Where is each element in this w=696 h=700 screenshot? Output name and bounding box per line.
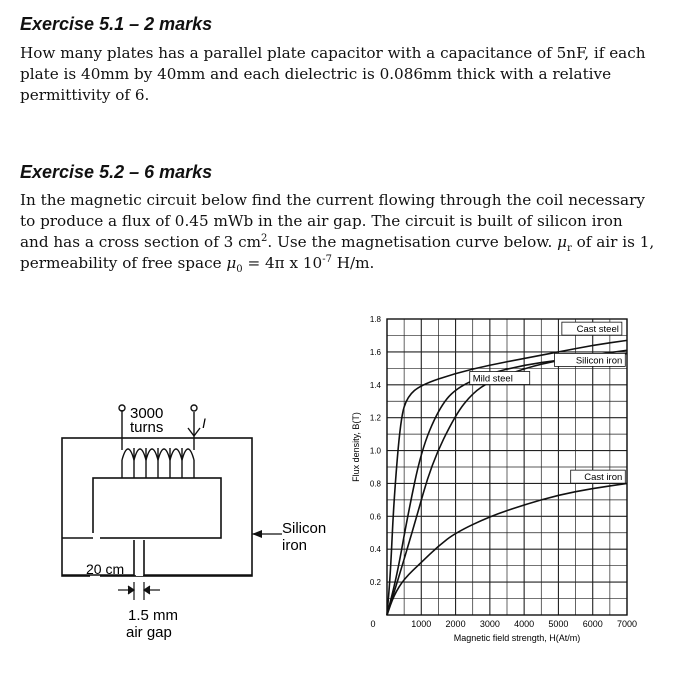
turns-number: 3000 — [130, 405, 164, 422]
series-label-cast-steel: Cast steel — [576, 324, 619, 336]
y-tick-label: 0.2 — [369, 578, 381, 588]
ex2-line-1: In the magnetic circuit below find the current flowing through the coil necessary — [20, 191, 645, 209]
x-tick-label: 7000 — [616, 619, 638, 629]
gap-label-2: air gap — [126, 624, 172, 641]
ex2-line-2: to produce a flux of 0.45 mWb in the air gap. The circuit is built of silicon iron — [20, 212, 623, 230]
series-label-cast-iron: Cast iron — [584, 472, 623, 484]
turns-word: turns — [130, 419, 164, 436]
y-tick-label: 1.4 — [369, 380, 381, 390]
ex2-line-4: permeability of free space $\mu_0 = 4\pi$ x $10^{-7}$ H/m. — [20, 253, 375, 276]
x-tick-label: 5000 — [548, 619, 569, 629]
gap-label-1: 1.5 mm — [128, 607, 179, 624]
gap-dimension-icon — [118, 582, 160, 600]
origin-label: 0 — [370, 619, 376, 629]
y-tick-label: 1.8 — [369, 315, 381, 324]
ex1-line-1: How many plates has a parallel plate capacitor with a capacitance of 5nF, if each — [20, 44, 646, 62]
material-label-2: iron — [282, 537, 308, 554]
x-tick-label: 2000 — [445, 619, 466, 629]
y-tick-label: 1.6 — [369, 347, 381, 357]
material-label-1: Silicon — [282, 520, 327, 537]
exercise-5-2-text — [20, 190, 680, 274]
series-label-silicon-iron: Silicon iron — [575, 355, 623, 367]
x-tick-label: 4000 — [514, 619, 535, 629]
exercise-5-2-title: Exercise 5.2 – 6 marks — [20, 162, 213, 182]
magnetisation-chart — [340, 305, 696, 660]
y-tick-label: 0.6 — [369, 512, 381, 522]
ex1-line-3: permittivity of 6. — [20, 86, 150, 104]
material-pointer-arrow-icon — [252, 530, 262, 538]
y-tick-label: 0.8 — [369, 479, 381, 489]
dimension-label: 20 cm — [86, 561, 125, 577]
current-label: I — [202, 415, 206, 431]
ex1-line-2: plate is 40mm by 40mm and each dielectric is 0.086mm thick with a relative — [20, 65, 612, 83]
y-tick-label: 0.4 — [369, 545, 381, 555]
mu-0-symbol: μ — [226, 254, 237, 272]
mu-r-symbol: μ — [557, 233, 568, 251]
exercise-5-1-text — [20, 43, 680, 106]
x-tick-label: 1000 — [411, 619, 432, 629]
magnetic-circuit-diagram — [50, 390, 350, 655]
series-label-mild-steel: Mild steel — [472, 373, 513, 385]
y-axis-label: Flux density, B(T) — [351, 412, 361, 482]
y-tick-label: 1.0 — [369, 446, 381, 456]
ex2-line-3: and has a cross section of 3 $cm^2$. Use the magnetisation curve below. $\mu_r$ of air is 1, — [20, 232, 655, 255]
x-tick-label: 6000 — [582, 619, 603, 629]
x-axis-label: Magnetic field strength, H(At/m) — [453, 633, 581, 643]
x-tick-label: 3000 — [479, 619, 500, 629]
exercise-5-1-title: Exercise 5.1 – 2 marks — [20, 14, 213, 34]
y-tick-label: 1.2 — [369, 413, 381, 423]
